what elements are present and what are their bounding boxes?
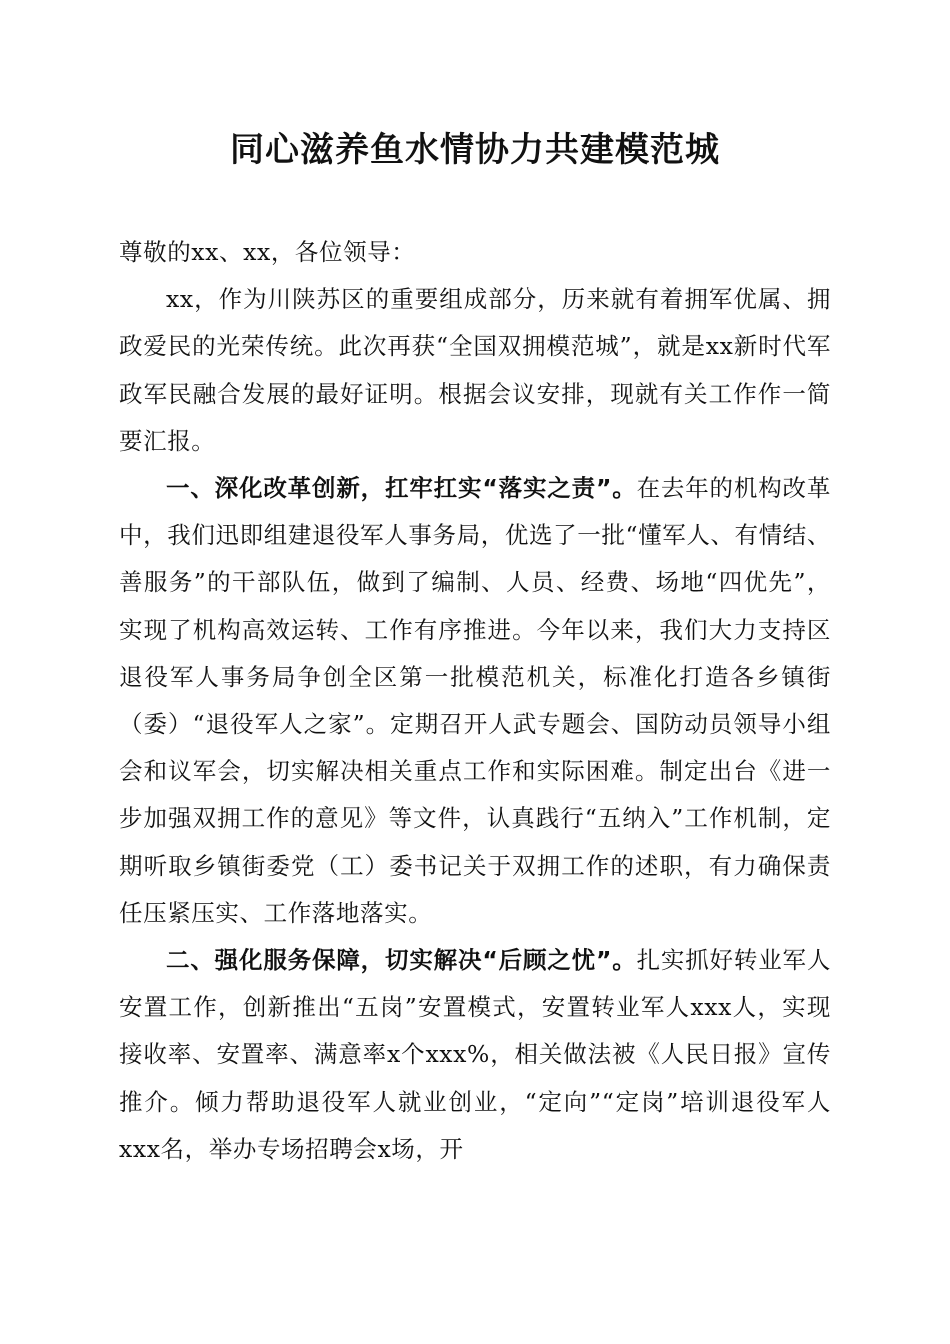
intro-paragraph: xx，作为川陕苏区的重要组成部分，历来就有着拥军优属、拥政爱民的光荣传统。此次再获“全国双拥模范城”，就是xx新时代军政军民融合发展的最好证明。根据会议安排，现就有关工作作一简要汇报。 [119, 285, 831, 455]
section-heading-1: 一、深化改革创新，扛牢扛实“落实之责”。 [166, 474, 637, 503]
section-text-2: 扎实抓好转业军人安置工作，创新推出“五岗”安置模式，安置转业军人xxx人，实现接收率、安置率、满意率x个xxx%，相关做法被《人民日报》宣传推介。倾力帮助退役军人就业创业，“定向”“定岗”培训退役军人xxx名，举办专场招聘会x场，开 [119, 946, 831, 1163]
section-paragraph-1 [119, 465, 831, 937]
salutation: 尊敬的xx、xx，各位领导： [119, 238, 416, 266]
section-paragraph-2 [119, 937, 831, 1173]
section-text-1: 在去年的机构改革中，我们迅即组建退役军人事务局，优选了一批“懂军人、有情结、善服务”的干部队伍，做到了编制、人员、经费、场地“四优先”，实现了机构高效运转、工作有序推进。今年以来，我们大力支持区退役军人事务局争创全区第一批模范机关，标准化打造各乡镇街（委）“退役军人之家”。定期召开人武专题会、国防动员领导小组会和议军会，切实解决相关重点工作和实际困难。制定出台《进一步加强双拥工作的意见》等文件，认真践行“五纳入”工作机制，定期听取乡镇街委党（工）委书记关于双拥工作的述职，有力确保责任压紧压实、工作落地落实。 [119, 474, 831, 927]
section-heading-2: 二、强化服务保障，切实解决“后顾之忧”。 [166, 946, 637, 975]
document-title: 同心滋养鱼水情协力共建模范城 [230, 130, 720, 170]
document-body [119, 229, 831, 1173]
